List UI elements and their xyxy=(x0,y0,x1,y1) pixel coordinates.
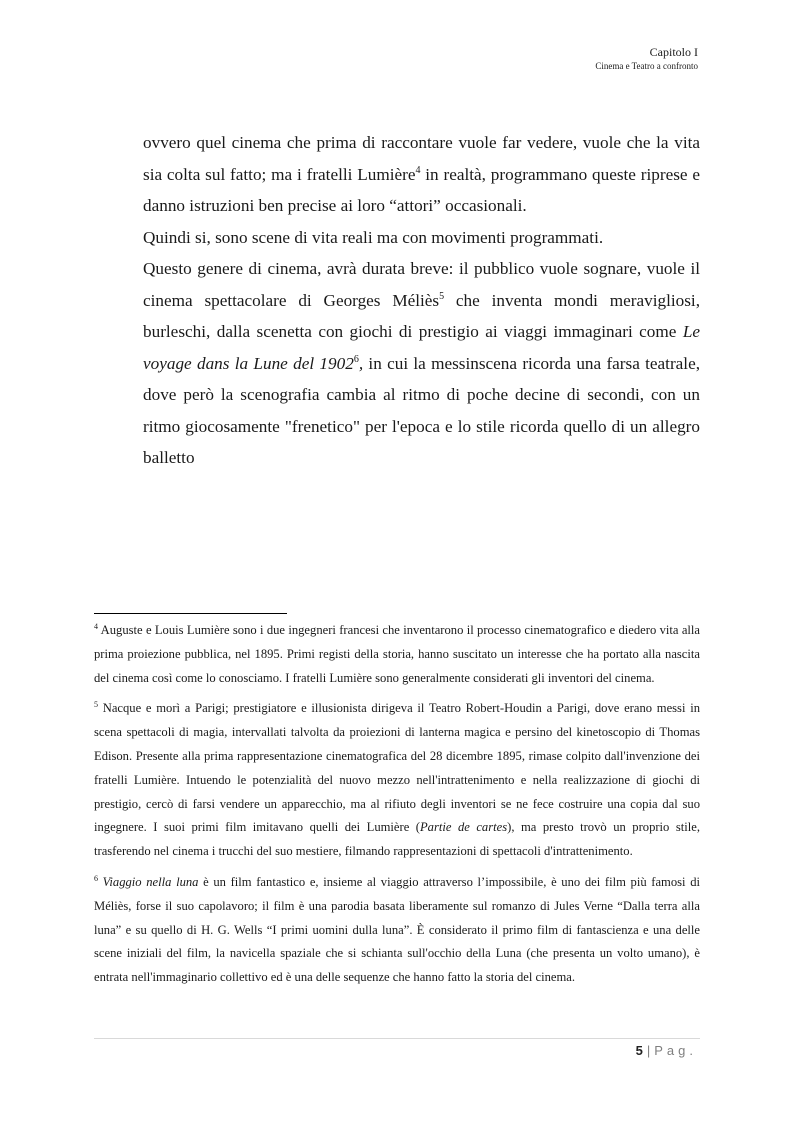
running-header xyxy=(595,45,698,72)
film-title: Partie de cartes xyxy=(419,820,508,835)
footnote-4: $^4$ Auguste e Louis Lumière sono i due ingegneri francesi che inventarono il processo cinematografico e diedero vita alla prima proiezione pubblica, nel 1895. Primi registi della storia, hanno suscitato un interesse che ha portato alla nascita del cinema così come lo conosciamo. I fratelli Lumière sono generalmente considerati gli inventori del cinema. xyxy=(94,622,700,685)
chapter-subtitle: Cinema e Teatro a confronto xyxy=(595,61,698,71)
page-number-separator: | xyxy=(646,1043,651,1058)
page-label: Pag. xyxy=(654,1043,697,1058)
paragraph: Questo genere di cinema, avrà durata breve: il pubblico vuole sognare, vuole il cinema spettacolare di Georges Méliès$^5$ che inventa mondi meravigliosi, burleschi, dalla scenetta con giochi di prestigio ai viaggi immaginari come Le voyage dans la Lune del 1902$^6$, in cui la messinscena ricorda una farsa teatrale, dove però la scenografia cambia al ritmo di poche decine di secondi, con un ritmo giocosamente "frenetico" per l'epoca e lo stile ricorda quello di un allegro balletto xyxy=(143,259,701,467)
main-text xyxy=(143,127,700,474)
paragraph: Quindi si, sono scene di vita reali ma con movimenti programmati. xyxy=(143,227,604,247)
page-number-value: 5 xyxy=(635,1043,643,1058)
footnote-6: $^6$ Viaggio nella luna è un film fantastico e, insieme al viaggio attraverso l’impossibile, è uno dei film più famosi di Méliès, forse il suo capolavoro; il film è una parodia basata liberamente sul romanzo di Jules Verne “Dalla terra alla luna” e su quello di H. G. Wells “I primi uomini dulla luna”. È considerato il primo film di fantascienza e una delle scene iniziali del film, la navicella spaziale che si schianta sull'occhio della Luna (che presenta un volto umano), è entrata nell'immaginario collettivo ed è una delle sequenze che hanno fatto la storia del cinema. xyxy=(94,873,700,985)
footnote-separator xyxy=(94,613,287,614)
footnote-number: 5 xyxy=(94,700,98,710)
footnotes xyxy=(94,619,700,997)
chapter-title: Capitolo I xyxy=(649,45,698,59)
footnote-number: 6 xyxy=(94,873,98,883)
footnote-ref[interactable]: 5 xyxy=(439,290,445,302)
footnote-ref[interactable]: 6 xyxy=(353,353,359,365)
footnote-number: 4 xyxy=(94,622,98,631)
film-title: Viaggio nella luna xyxy=(98,874,199,889)
page-number xyxy=(636,1043,697,1058)
film-title: Le voyage dans la Lune del 1902 xyxy=(143,322,700,373)
paragraph: ovvero quel cinema che prima di raccontare vuole far vedere, vuole che la vita sia colta sul fatto; ma i fratelli Lumière$^4$ in realtà, programmano queste riprese e danno istruzioni ben precise ai loro “attori” occasionali. xyxy=(143,133,700,215)
footnote-ref[interactable]: 4 xyxy=(415,164,421,176)
footnote-5: $^5$ Nacque e morì a Parigi; prestigiatore e illusionista dirigeva il Teatro Robert-Houdin a Parigi, dove erano messi in scena spettacoli di magia, intervallati talvolta da proiezioni di lanterna magica e persino del kinetoscopio di Thomas Edison. Presente alla prima rappresentazione cinematografica del 28 dicembre 1895, rimase colpito dall'invenzione dei fratelli Lumière. Intuendo le potenzialità del nuovo mezzo nell'intrattenimento e nella realizzazione di giochi di prestigio, cercò di farsi vendere un apparecchio, ma al rifiuto degli inventori se ne fece costruire una copia dal suo ingegnere. I suoi primi film imitavano quelli dei Lumière (Partie de cartes), ma presto trovò un proprio stile, trasferendo nel cinema i trucchi del suo mestiere, filmando rappresentazioni di spettacoli d'intrattenimento. xyxy=(94,700,700,859)
footer-separator xyxy=(94,1038,700,1039)
